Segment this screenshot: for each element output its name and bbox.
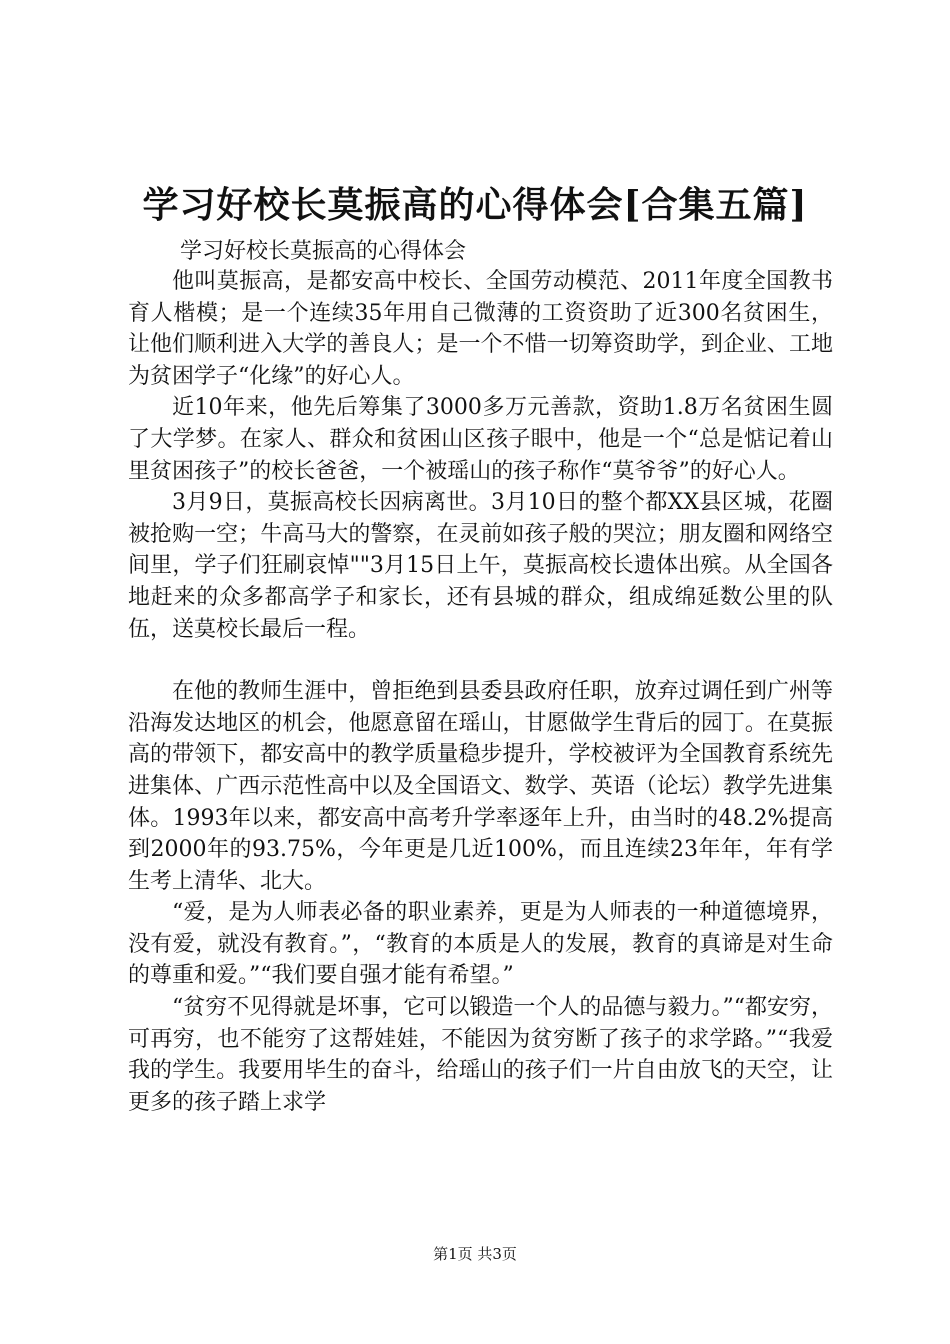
document-subtitle: 学习好校长莫振高的心得体会: [180, 239, 467, 264]
paragraph: 他叫莫振高，是都安高中校长、全国劳动模范、2011年度全国教书育人楷模；是一个连续35年用自己微薄的工资资助了近300名贫困生，让他们顺利进入大学的善良人；是一个不惜一切筹资助学，到企业、工地为贫困学子“化缘”的好心人。: [128, 269, 833, 389]
paragraph: “贫穷不见得就是坏事，它可以锻造一个人的品德与毅力。”“都安穷，可再穷，也不能穷了这帮娃娃，不能因为贫穷断了孩子的求学路。”“我爱我的学生。我要用毕生的奋斗，给瑶山的孩子们一片自由放飞的天空，让更多的孩子踏上求学: [128, 995, 833, 1115]
paragraph: 3月9日，莫振高校长因病离世。3月10日的整个都XX县区城，花圈被抢购一空；牛高马大的警察，在灵前如孩子般的哭泣；朋友圈和网络空间里，学子们狂刷哀悼""3月15日上午，莫振高校长遗体出殡。从全国各地赶来的众多都高学子和家长，还有县城的群众，组成绵延数公里的队伍，送莫校长最后一程。: [128, 490, 833, 642]
paragraph: 在他的教师生涯中，曾拒绝到县委县政府任职，放弃过调任到广州等沿海发达地区的机会，他愿意留在瑶山，甘愿做学生背后的园丁。在莫振高的带领下，都安高中的教学质量稳步提升，学校被评为全国教育系统先进集体、广西示范性高中以及全国语文、数学、英语（论坛）教学先进集体。1993年以来，都安高中高考升学率逐年上升，由当时的48.2%提高到2000年的93.75%，今年更是几近100%，而且连续23年年，年有学生考上清华、北大。: [128, 679, 833, 894]
document-body: [128, 266, 833, 1118]
paragraph: 近10年来，他先后筹集了3000多万元善款，资助1.8万名贫困生圆了大学梦。在家人、群众和贫困山区孩子眼中，他是一个“总是惦记着山里贫困孩子”的校长爸爸，一个被瑶山的孩子称作“莫爷爷”的好心人。: [128, 395, 833, 484]
document-title: 学习好校长莫振高的心得体会[合集五篇]: [142, 184, 808, 226]
paragraph: “爱，是为人师表必备的职业素养，更是为人师表的一种道德境界，没有爱，就没有教育。”，“教育的本质是人的发展，教育的真谛是对生命的尊重和爱。”“我们要自强才能有希望。”: [128, 900, 833, 989]
page-footer: 第1页 共3页: [433, 1245, 517, 1263]
